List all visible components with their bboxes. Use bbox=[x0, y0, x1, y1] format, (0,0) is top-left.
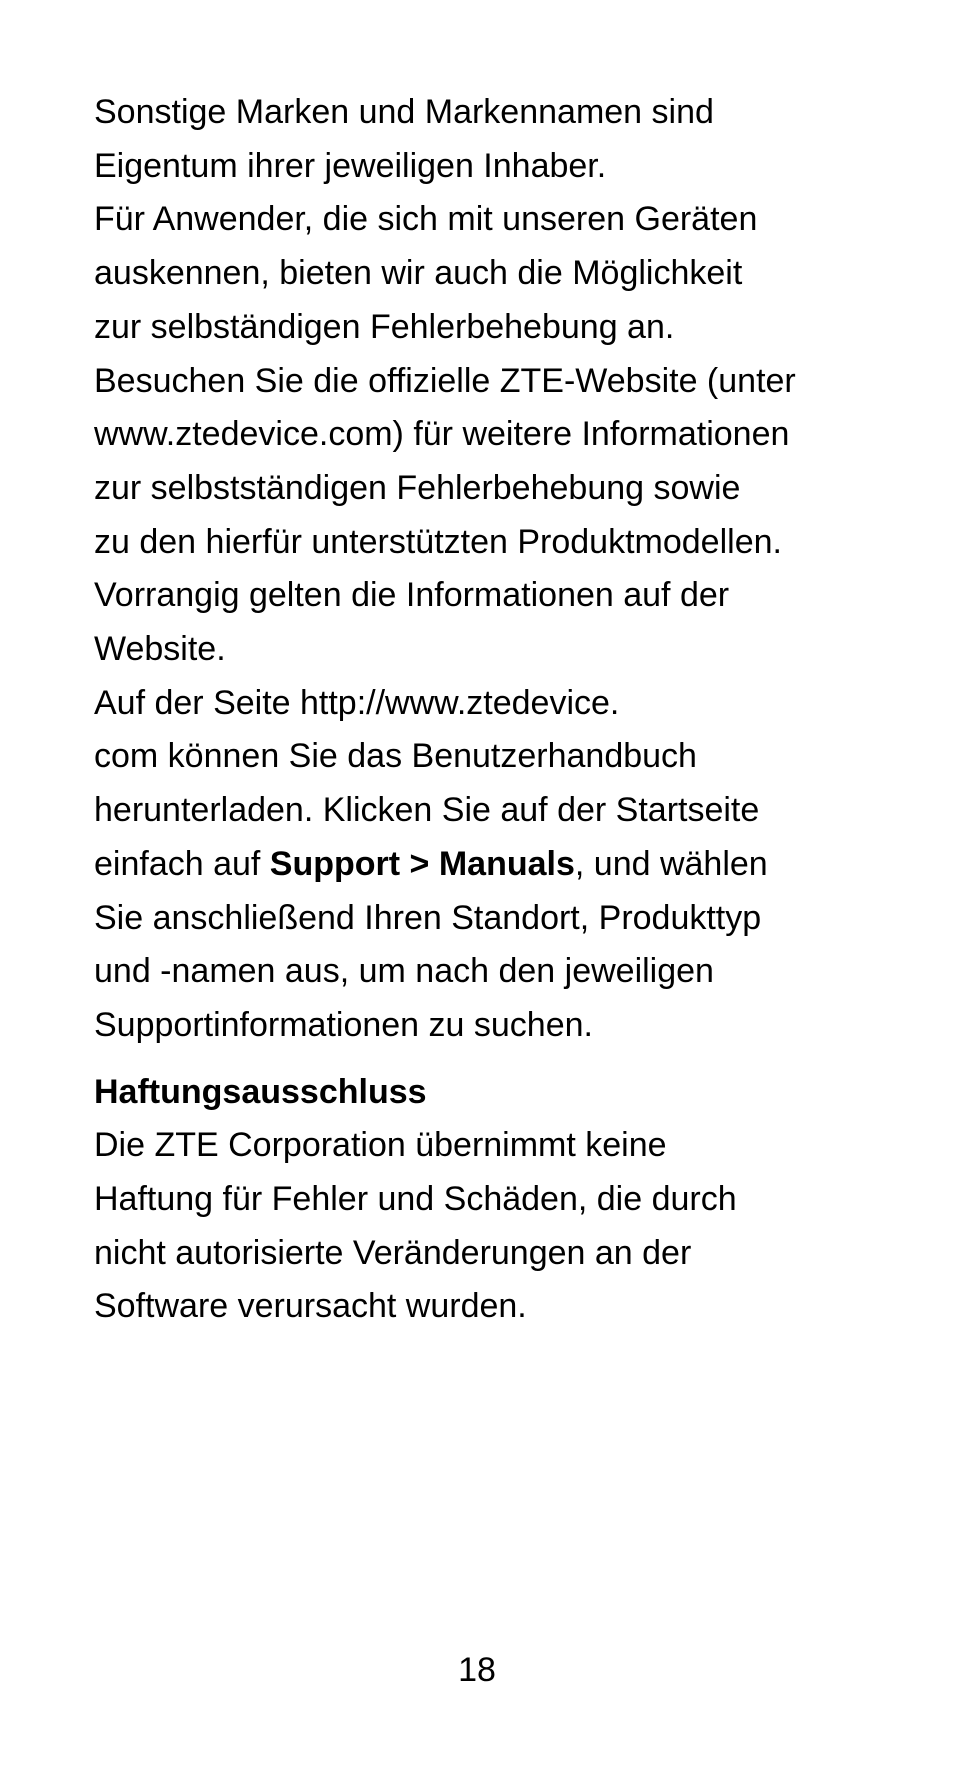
text-line: auskennen, bieten wir auch die Möglichkeit bbox=[94, 254, 743, 293]
paragraph-trademarks bbox=[94, 86, 894, 193]
text-line: zu den hierfür unterstützten Produktmodellen. bbox=[94, 522, 782, 561]
text-line: Software verursacht wurden. bbox=[94, 1287, 527, 1326]
text-line: Supportinformationen zu suchen. bbox=[94, 1005, 593, 1044]
text-line: und -namen aus, um nach den jeweiligen bbox=[94, 952, 714, 991]
text-line: www.ztedevice.com) für weitere Informationen bbox=[94, 415, 790, 454]
disclaimer-heading: Haftungsausschluss bbox=[94, 1072, 427, 1111]
page-content bbox=[94, 86, 894, 1334]
text-line: Für Anwender, die sich mit unseren Geräten bbox=[94, 200, 758, 239]
text-line: Sonstige Marken und Markennamen sind bbox=[94, 93, 714, 131]
text-line: Website. bbox=[94, 630, 226, 669]
text-line: com können Sie das Benutzerhandbuch bbox=[94, 737, 697, 776]
text-segment: , und wählen bbox=[574, 844, 768, 883]
text-segment: einfach auf bbox=[94, 844, 270, 883]
text-line bbox=[94, 838, 894, 892]
text-line: herunterladen. Klicken Sie auf der Startseite bbox=[94, 791, 760, 830]
text-line: Auf der Seite http://www.ztedevice. bbox=[94, 683, 620, 722]
text-line: nicht autorisierte Veränderungen an der bbox=[94, 1233, 692, 1272]
paragraph-self-troubleshooting bbox=[94, 193, 894, 676]
paragraph-disclaimer bbox=[94, 1119, 894, 1334]
paragraph-manual-download bbox=[94, 677, 894, 1053]
text-line: Eigentum ihrer jeweiligen Inhaber. bbox=[94, 146, 607, 185]
text-line: zur selbstständigen Fehlerbehebung sowie bbox=[94, 468, 741, 507]
menu-path-bold: Support > Manuals bbox=[269, 844, 575, 883]
text-line: Die ZTE Corporation übernimmt keine bbox=[94, 1126, 667, 1165]
text-line: Sie anschließend Ihren Standort, Produkttyp bbox=[94, 898, 762, 937]
text-line: Haftung für Fehler und Schäden, die durch bbox=[94, 1180, 737, 1219]
page-number: 18 bbox=[458, 1651, 496, 1689]
text-line: Besuchen Sie die offizielle ZTE-Website (unter bbox=[94, 361, 796, 400]
text-line: zur selbständigen Fehlerbehebung an. bbox=[94, 307, 675, 346]
text-line: Vorrangig gelten die Informationen auf der bbox=[94, 576, 730, 615]
